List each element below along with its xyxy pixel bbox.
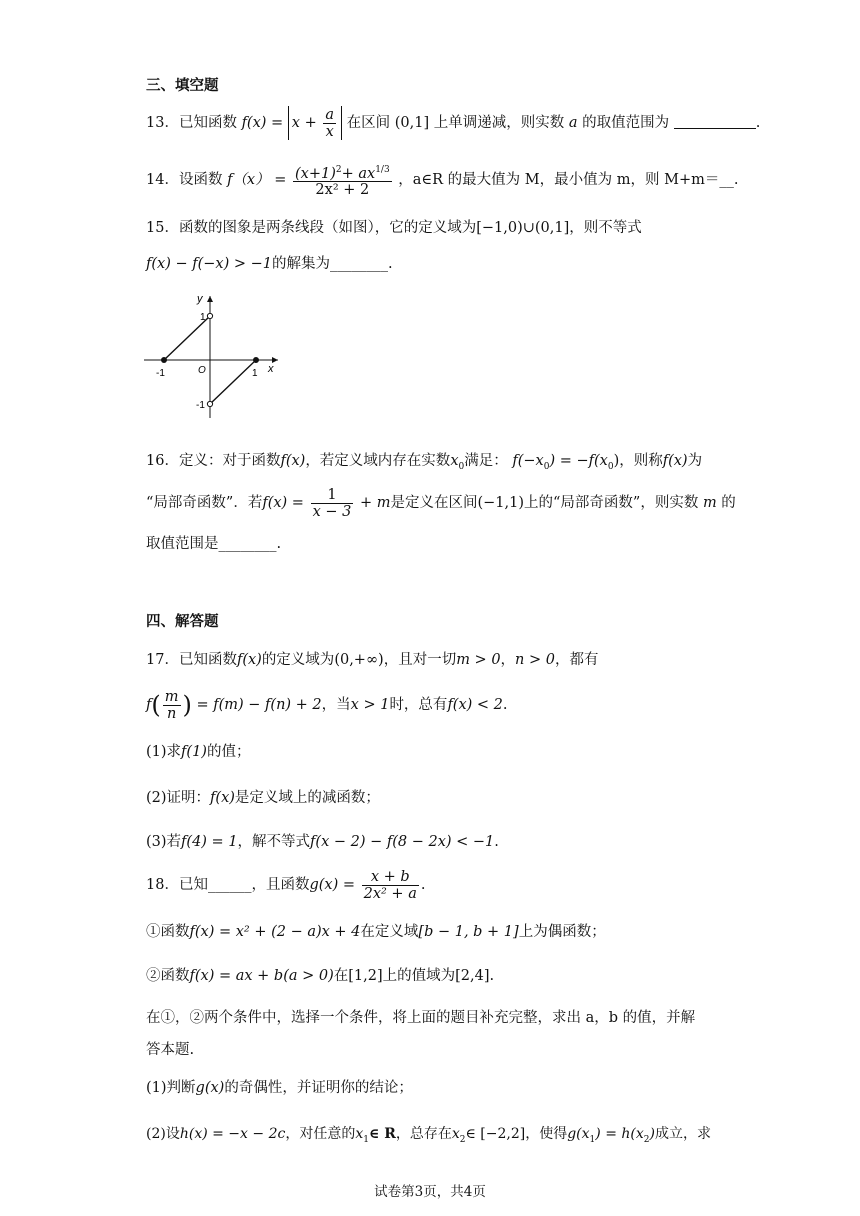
q18-c1-end: 上为偶函数； (518, 924, 606, 940)
q17-p3-f4: f(4) = 1 (181, 834, 238, 850)
q16-text-2d: 是定义在区间 (390, 495, 478, 511)
q17-n-pos: n > 0 (515, 652, 555, 668)
q18-p2-end: 成立，求 (654, 1126, 711, 1142)
q18-p2-text-i: ，使得 (525, 1126, 568, 1142)
question-18-part-1 (146, 1078, 413, 1098)
q18-p1-end: 的奇偶性，并证明你的结论； (224, 1080, 413, 1096)
q17-fx: f(x) (236, 652, 262, 668)
q17-text-i: ，都有 (554, 652, 599, 668)
q18-c2-end: . (489, 968, 495, 984)
q17-fx-lt-2: f(x) < 2 (447, 697, 503, 713)
q17-p2-text: (2)证明： (146, 790, 211, 806)
q17-frac-den: n (166, 705, 177, 722)
q16-text-i: 为 (687, 453, 703, 469)
q18-p1-text: (1)判断 (146, 1080, 196, 1096)
q18-frac-num: x + b (370, 868, 410, 885)
q17-x-gt-1: x > 1 (350, 697, 390, 713)
piecewise-graph (144, 290, 284, 420)
q14-eq: = (274, 172, 287, 188)
q13-text: 13．已知函数 (146, 115, 237, 131)
q18-p2-in-r: ∈ R (368, 1126, 396, 1142)
q13-interval: (0,1] (394, 115, 430, 131)
origin-label: O (198, 365, 206, 376)
q16-text-g: )，则称 (613, 453, 663, 469)
q17-p3-inequality: f(x − 2) − f(8 − 2x) < −1 (310, 834, 495, 850)
q16-fraction (311, 487, 354, 520)
q17-comma: ， (500, 652, 516, 668)
q18-p1-gx: g(x) (195, 1080, 225, 1096)
tick-x-neg1: -1 (156, 368, 165, 379)
question-17-part-3 (146, 832, 499, 852)
q16-fx-def: f(x) = (262, 495, 304, 511)
q17-text-a: 17．已知函数 (146, 652, 237, 668)
q17-p1-f1: f(1) (181, 744, 207, 760)
q18-gx: g(x) = (309, 877, 355, 893)
q17-equation: = f(m) − f(n) + 2 (196, 697, 322, 713)
q17-text-c: 的定义域为 (261, 652, 335, 668)
q17-p3-period: . (494, 834, 499, 850)
question-17-part-1 (146, 742, 250, 762)
q16-var-m: m (702, 495, 717, 511)
q16-expr-e: f(−x (512, 453, 544, 469)
q18-c2-text-c: 在[1,2]上的值域为 (333, 968, 456, 984)
q18-p2-hx2: ) = h(x (595, 1126, 644, 1142)
q13-function: f(x) = (241, 115, 284, 131)
q13-text-tail: 上单调递减，则实数 (433, 115, 565, 131)
q17-m-pos: m > 0 (456, 652, 501, 668)
q18-p2-gx1: g(x (567, 1126, 590, 1142)
q14-numerator: (x+1) (294, 165, 336, 182)
point-1-closed (253, 357, 259, 363)
question-15-line-1: 15．函数的图象是两条线段（如图），它的定义域为[−1,0)∪(0,1]，则不等式 (146, 220, 642, 236)
q17-p3-text-c: ，解不等式 (237, 834, 311, 850)
section-heading-fill-blank: 三、填空题 (146, 78, 219, 94)
q18-p2-text-f: ，总存在 (395, 1126, 452, 1142)
q13-var: a (568, 115, 578, 131)
q17-p2-end: 是定义域上的减函数； (234, 790, 380, 806)
q16-plus-m: + m (359, 495, 391, 511)
q14-numerator-plus: + ax (341, 165, 376, 182)
q18-p2-interval: ∈ [−2,2] (465, 1126, 526, 1142)
q17-text-2d: 时，总有 (389, 697, 448, 713)
question-17-part-2 (146, 788, 380, 808)
q13-text-end: 的取值范围为 (582, 115, 670, 131)
question-15-line-2 (146, 254, 393, 274)
q16-fx: f(x) (280, 453, 306, 469)
q16-text-2a: “局部奇函数”．若 (146, 495, 263, 511)
q17-p2-fx: f(x) (210, 790, 235, 806)
q17-p3-text: (3)若 (146, 834, 182, 850)
question-18-instruction-1: 在①，②两个条件中，选择一个条件，将上面的题目补充完整，求出 a，b 的值，并解 (146, 1010, 696, 1026)
question-17-line-1 (146, 650, 598, 670)
y-axis-label: y (197, 293, 203, 305)
question-16-line-2 (146, 484, 736, 522)
q16-text-d: 满足： (464, 453, 508, 469)
q18-text-a: 18．已知______，且函数 (146, 877, 310, 893)
tick-y-1: 1 (200, 312, 206, 323)
q17-p1-end: 的值； (206, 744, 251, 760)
q17-f: f (146, 697, 152, 713)
q14-after: ，a∈R 的最大值为 M，最小值为 m，则 M+m＝__. (398, 172, 739, 188)
q18-p2-x2: x (451, 1126, 460, 1142)
q18-frac-den: 2x² + a (363, 885, 417, 902)
q15-line2-end: 的解集为________. (271, 256, 393, 272)
question-18-condition-2 (146, 966, 494, 986)
q16-text-a: 16．定义：对于函数 (146, 453, 281, 469)
q16-frac-num: 1 (327, 486, 337, 503)
question-16-line-1: 16．定义：对于函数f(x)，若定义域内存在实数$x_0$满足： $f(-x_0) = -f(x_0)$，则称f(x)为 (146, 453, 703, 472)
q14-fx: f（x） (227, 172, 270, 188)
tick-y-neg1: -1 (196, 400, 205, 411)
question-18-condition-1 (146, 922, 606, 942)
q13-abs-expression: x + $\frac{a}{x}$ (288, 106, 342, 140)
q18-fraction (362, 869, 419, 902)
q18-p2-close: ) (649, 1126, 655, 1142)
q18-p2-x1: x (355, 1126, 364, 1142)
q17-p1-text: (1)求 (146, 744, 182, 760)
q17-period: . (502, 697, 508, 713)
q16-text-2f: 上的“局部奇函数”，则实数 (524, 495, 699, 511)
q18-c2-fx: f(x) = ax + b(a > 0) (189, 968, 334, 984)
right-segment (210, 360, 256, 404)
question-16-line-3: 取值范围是________. (146, 536, 282, 552)
q18-c1-domain: [b − 1, b + 1] (418, 924, 519, 940)
q18-c1-text-c: 在定义域 (360, 924, 419, 940)
q17-text-e: ，且对一切 (383, 652, 457, 668)
q16-fx-2: f(x) (662, 453, 688, 469)
point-open-bottom (207, 401, 212, 406)
q15-expression: f(x) − f(−x) > −1 (146, 256, 272, 272)
q16-frac-den: x − 3 (312, 503, 352, 520)
question-17-line-2: f( $\frac{m}{n}$ ) = f(m) − f(n) + 2，当x > 1时，总有f(x) < 2. (146, 688, 508, 722)
q18-c2-range: [2,4] (455, 968, 490, 984)
page-footer: 试卷第3页，共4页 (374, 1184, 486, 1200)
q17-domain: (0,+∞) (334, 652, 384, 668)
tick-x-1: 1 (252, 368, 258, 379)
point-neg1-closed (161, 357, 167, 363)
question-14 (146, 160, 738, 200)
q18-c1-text: ①函数 (146, 924, 190, 940)
q18-period: . (420, 877, 426, 893)
question-18-line-1 (146, 866, 425, 904)
q16-interval: (−1,1) (477, 495, 524, 511)
q17-text-2b: ，当 (321, 697, 351, 713)
q18-c2-text: ②函数 (146, 968, 190, 984)
q13-text-mid: 在区间 (346, 115, 391, 131)
q17-frac-num: m (164, 688, 179, 705)
q17-fraction (163, 689, 181, 722)
section-heading-answer: 四、解答题 (146, 614, 219, 630)
q16-x0: x (450, 453, 459, 469)
q16-text-2h: 的 (721, 495, 736, 511)
q18-p2-text: (2)设 (146, 1126, 180, 1142)
q18-c1-fx: f(x) = x² + (2 − a)x + 4 (189, 924, 361, 940)
q14-text: 14．设函数 (146, 172, 223, 188)
q14-fraction: $\frac{(x+1)^2+ ax^{1/3}}{\text{2x² + 2}}$ (294, 164, 390, 199)
question-18-instruction-2: 答本题. (146, 1042, 195, 1058)
q13-answer-blank (674, 114, 756, 129)
x-axis-label: x (268, 363, 274, 375)
q16-text-c: ，若定义域内存在实数 (305, 453, 451, 469)
point-open-top (207, 313, 212, 318)
q18-p2-text-c: ，对任意的 (285, 1126, 356, 1142)
q18-p2-hx: h(x) = −x − 2c (179, 1126, 286, 1142)
question-18-part-2: (2)设h(x) = −x − 2c，对任意的$x_1\in$ R，总存在$x_2\in$ [−2,2]，使得$g(x_1) = h(x_2)$成立，求 (146, 1126, 711, 1145)
question-13: 13．已知函数 f(x) = x + $\frac{a}{x}$ 在区间 (0,1] 上单调递减，则实数 a 的取值范围为 . (146, 106, 761, 140)
q13-fraction: $\frac{a}{x}$ (325, 106, 335, 140)
q14-denominator: 2x² + 2 (293, 181, 392, 198)
q16-expr-f: ) = −f(x (549, 453, 608, 469)
